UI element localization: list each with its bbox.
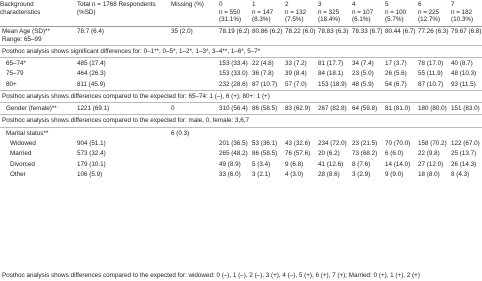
table-cell: 79.67 (6.8) <box>451 28 482 36</box>
cluster-id: 4 <box>352 1 356 8</box>
header-characteristics: Background characteristics <box>0 1 41 16</box>
cluster-pct: (31.1%) <box>219 16 242 24</box>
cluster-pct: (5.7%) <box>385 16 404 24</box>
table-cell: 49 (8.9) <box>219 160 241 168</box>
table-cell: 80.44 (6.7) <box>385 28 416 36</box>
row-missing <box>171 69 219 80</box>
age-group-row <box>0 69 482 80</box>
table-cell: 80.86 (6.2) <box>252 28 283 36</box>
table-cell: 39 (8.4) <box>285 70 307 78</box>
cluster-id: 6 <box>418 1 422 8</box>
header-cluster-2 <box>285 0 318 26</box>
cluster-id: 5 <box>385 1 389 8</box>
table-cell: 8 (4.3) <box>451 171 470 179</box>
table-cell: 53 (36.1) <box>252 139 278 147</box>
table-cell: 64 (59.8) <box>352 104 378 112</box>
gender-row <box>0 103 482 115</box>
row-total: 573 (32.4) <box>77 150 106 158</box>
table-cell: 22 (4.8) <box>252 59 274 67</box>
table-cell: 48 (5.9) <box>352 80 374 88</box>
row-total: 811 (45.9) <box>77 80 106 88</box>
table-cell: 55 (11.9) <box>418 70 443 78</box>
table-cell: 3 (2.9) <box>352 171 371 179</box>
table-cell: 234 (72.0) <box>318 139 347 147</box>
cluster-pct: (8.3%) <box>252 16 271 24</box>
row-total: 485 (27.4) <box>77 59 106 67</box>
cluster-pct: (7.5%) <box>285 16 304 24</box>
cluster-n: n = 182 <box>451 8 473 16</box>
age-row <box>0 26 482 45</box>
table-cell: 78.22 (6.0) <box>285 28 316 36</box>
table-cell: 26 (14.3) <box>451 160 477 168</box>
table-cell: 265 (48.2) <box>219 150 248 158</box>
table-cell: 23 (21.5) <box>352 139 378 147</box>
cluster-n: n = 107 <box>352 8 374 16</box>
table-cell: 17 (3.7) <box>385 59 407 67</box>
table-cell: 78.19 (6.2) <box>219 28 250 36</box>
table-cell: 153 (18.9) <box>318 80 347 88</box>
cluster-n: n = 550 <box>219 8 241 16</box>
row-total: 179 (10.1) <box>77 160 106 168</box>
table-cell: 18 (8.0) <box>418 171 440 179</box>
table-cell: 34 (7.4) <box>352 59 374 67</box>
table-cell: 27 (12.0) <box>418 160 444 168</box>
table-cell: 158 (70.2) <box>418 139 447 147</box>
cluster-pct: (10.3%) <box>451 16 474 24</box>
row-missing: 0 <box>171 104 175 112</box>
table-cell: 40 (8.7) <box>451 59 473 67</box>
row-label: Gender (female)** <box>6 104 57 112</box>
row-label: Married <box>10 150 32 158</box>
table-cell: 70 (70.0) <box>385 139 411 147</box>
table-cell: 78.83 (6.3) <box>318 28 349 36</box>
posthoc-note-bottom: Posthoc analysis shows differences compared to the expected for: widowed: 0 (–), 1 (–), 2 (–), 3 (+), 4 (–), 5 (+), 6 (+), 7 (+); Married: 0 (+), 1 (+), 2 (+) <box>2 272 420 279</box>
table-cell: 6 (6.0) <box>385 150 404 158</box>
posthoc-note: Posthoc analysis shows differences compared to the expected for: male, 0, female: 3,6,7 <box>0 115 482 128</box>
table-cell: 54 (6.7) <box>385 80 407 88</box>
row-label: 65–74* <box>6 59 26 67</box>
table-cell: 9 (9.0) <box>385 171 404 179</box>
header-missing: Missing (%) <box>171 1 204 8</box>
row-missing: 35 (2.0) <box>171 28 193 36</box>
cluster-id: 0 <box>219 1 223 8</box>
marital-status-row <box>0 127 482 138</box>
row-label: Divorced <box>10 160 35 168</box>
row-total: 1221 (69.1) <box>77 104 110 112</box>
cluster-id: 3 <box>318 1 322 8</box>
row-label: Widowed <box>10 139 36 147</box>
table-cell: 151 (83.0) <box>451 104 480 112</box>
row-missing <box>171 79 219 90</box>
cluster-n: n = 100 <box>385 8 407 16</box>
table-cell: 153 (33.4) <box>219 59 248 67</box>
table-cell: 36 (7.8) <box>252 70 274 78</box>
cluster-pct: (18.4%) <box>318 16 341 24</box>
posthoc-note-row <box>0 45 482 58</box>
table-cell: 122 (67.0) <box>451 139 480 147</box>
table-header-row <box>0 0 482 26</box>
table-cell: 14 (14.0) <box>385 160 411 168</box>
header-cluster-6 <box>418 0 451 26</box>
cluster-n: n = 325 <box>318 8 340 16</box>
table-cell: 86 (58.5) <box>252 150 278 158</box>
table-cell: 201 (36.5) <box>219 139 248 147</box>
cluster-pct: (12.7%) <box>418 16 441 24</box>
table-cell: 86 (58.5) <box>252 104 278 112</box>
table-cell: 81 (17.7) <box>318 59 344 67</box>
table-cell: 57 (7.0) <box>285 80 307 88</box>
table-cell: 76 (57.6) <box>285 150 311 158</box>
posthoc-note: Posthoc analysis shows differences compared to the expected for: 65–74: 1 (–), 6 (+); 80+: 1 (+) <box>0 90 482 103</box>
table-cell: 87 (10.7) <box>418 80 444 88</box>
table-cell: 9 (6.8) <box>285 160 304 168</box>
table-cell: 180 (80.0) <box>418 104 447 112</box>
table-cell: 267 (82.8) <box>318 104 347 112</box>
table-cell: 93 (11.5) <box>451 80 476 88</box>
header-cluster-4 <box>352 0 385 26</box>
table-cell: 3 (2.1) <box>252 171 271 179</box>
table-cell: 4 (3.0) <box>285 171 304 179</box>
table-cell: 33 (7.2) <box>285 59 307 67</box>
table-cell: 87 (10.7) <box>252 80 278 88</box>
table-cell: 33 (6.0) <box>219 171 241 179</box>
table-cell: 48 (10.3) <box>451 70 477 78</box>
table-cell: 5 (3.4) <box>252 160 271 168</box>
marital-row <box>0 138 482 149</box>
table-cell: 78.33 (6.7) <box>352 28 383 36</box>
table-cell: 23 (5.0) <box>352 70 374 78</box>
cluster-id: 7 <box>451 1 455 8</box>
table-cell: 232 (28.6) <box>219 80 248 88</box>
table-cell: 153 (33.0) <box>219 70 248 78</box>
row-label: Other <box>10 171 26 179</box>
header-cluster-1 <box>252 0 285 26</box>
posthoc-note: Posthoc analysis shows significant differences for: 0–1**, 0–5*, 1–2*, 1–3*, 3–4**, 1–6*, 5–7* <box>0 45 482 58</box>
row-total: 464 (26.3) <box>77 70 106 78</box>
table-cell: 20 (6.2) <box>318 150 340 158</box>
table-cell: 73 (68.2) <box>352 150 378 158</box>
row-label: Mean Age (SD)** Range: 65–99 <box>2 28 50 43</box>
cluster-n: n = 225 <box>418 8 440 16</box>
age-group-row <box>0 79 482 90</box>
row-missing: 6 (0.3) <box>171 129 190 137</box>
marital-row <box>0 170 482 181</box>
row-label: 80+ <box>6 80 17 88</box>
row-label: Marital status** <box>6 129 49 137</box>
table-cell: 25 (13.7) <box>451 150 477 158</box>
row-total: 78.7 (6.4) <box>77 28 104 36</box>
posthoc-note-row <box>0 115 482 128</box>
table-cell: 8 (7.6) <box>352 160 371 168</box>
row-label: 75–79 <box>6 70 24 78</box>
table-cell: 83 (62.9) <box>285 104 311 112</box>
table-cell: 43 (32.6) <box>285 139 311 147</box>
table-cell: 81 (81.0) <box>385 104 411 112</box>
marital-row <box>0 159 482 170</box>
header-cluster-5 <box>385 0 418 26</box>
table-cell: 310 (56.4) <box>219 104 248 112</box>
table-cell: 26 (5.6) <box>385 70 407 78</box>
marital-row <box>0 149 482 160</box>
row-total: 904 (51.1) <box>77 139 106 147</box>
posthoc-note-row <box>0 90 482 103</box>
table-cell: 28 (8.6) <box>318 171 340 179</box>
header-cluster-3 <box>318 0 352 26</box>
table-cell: 84 (18.1) <box>318 70 344 78</box>
cluster-pct: (6.1%) <box>352 16 371 24</box>
table-cell: 77.26 (6.3) <box>418 28 449 36</box>
cluster-n: n = 132 <box>285 8 307 16</box>
row-total: 106 (5.9) <box>77 171 103 179</box>
header-total: Total n = 1768 Respondents (%SD) <box>77 1 156 16</box>
row-missing <box>171 58 219 69</box>
cluster-n: n = 147 <box>252 8 274 16</box>
table-cell: 22 (9.8) <box>418 150 440 158</box>
header-cluster-0 <box>219 0 252 26</box>
cluster-id: 2 <box>285 1 289 8</box>
table-cell: 78 (17.0) <box>418 59 444 67</box>
table-cell: 41 (12.6) <box>318 160 344 168</box>
age-group-row <box>0 58 482 69</box>
header-cluster-7 <box>451 0 482 26</box>
cluster-id: 1 <box>252 1 256 8</box>
